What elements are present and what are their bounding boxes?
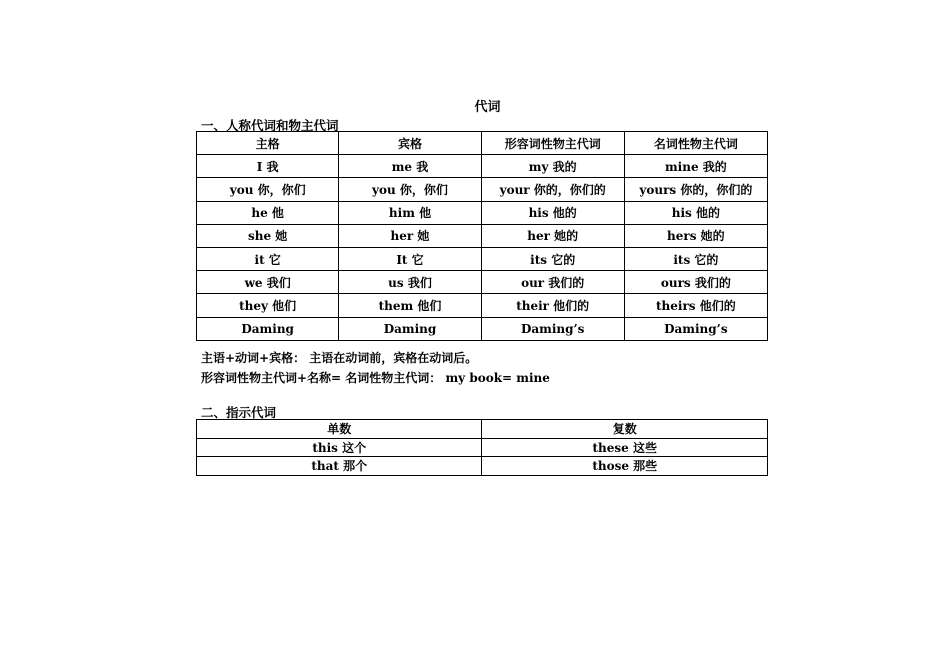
table-cell: yours 你的，你们的: [624, 178, 767, 201]
table-row: [197, 438, 768, 457]
header-cell: 单数: [197, 420, 482, 439]
personal-pronoun-table: [196, 131, 768, 341]
table-header-row: [197, 132, 768, 155]
table-cell: her 她的: [481, 224, 624, 247]
demonstrative-pronoun-table: [196, 419, 768, 476]
table-cell: you 你，你们: [339, 178, 481, 201]
table-row: [197, 247, 768, 270]
section-2-heading: 二、指示代词: [201, 405, 277, 420]
table-row: [197, 317, 768, 340]
table-cell: these 这些: [482, 438, 768, 457]
table-cell: Daming’s: [481, 317, 624, 340]
header-cell: 复数: [482, 420, 768, 439]
table-cell: mine 我的: [624, 155, 767, 178]
table-cell: this 这个: [197, 438, 482, 457]
page-title: 代词: [474, 100, 501, 115]
usage-note: 主语+动词+宾格： 主语在动词前，宾格在动词后。: [201, 351, 478, 365]
table-cell: theirs 他们的: [624, 294, 767, 317]
table-cell: it 它: [197, 247, 339, 270]
table-cell: It 它: [339, 247, 481, 270]
header-cell: 名词性物主代词: [624, 132, 767, 155]
table-cell: hers 她的: [624, 224, 767, 247]
table-row: [197, 178, 768, 201]
header-cell: 宾格: [339, 132, 481, 155]
table-row: [197, 224, 768, 247]
table-cell: she 她: [197, 224, 339, 247]
table-cell: they 他们: [197, 294, 339, 317]
table-row: [197, 457, 768, 476]
table-cell: their 他们的: [481, 294, 624, 317]
table-cell: us 我们: [339, 271, 481, 294]
table-row: [197, 201, 768, 224]
table-cell: those 那些: [482, 457, 768, 476]
table-cell: its 它的: [624, 247, 767, 270]
table-cell: me 我: [339, 155, 481, 178]
table-cell: his 他的: [481, 201, 624, 224]
section-1-heading: 一、人称代词和物主代词: [201, 118, 339, 133]
table-cell: my 我的: [481, 155, 624, 178]
table-cell: ours 我们的: [624, 271, 767, 294]
table-cell: he 他: [197, 201, 339, 224]
table-cell: Daming’s: [624, 317, 767, 340]
table-cell: your 你的，你们的: [481, 178, 624, 201]
table-cell: I 我: [197, 155, 339, 178]
header-cell: 主格: [197, 132, 339, 155]
table-cell: our 我们的: [481, 271, 624, 294]
table-row: [197, 271, 768, 294]
table-cell: its 它的: [481, 247, 624, 270]
table-cell: them 他们: [339, 294, 481, 317]
table-cell: Daming: [339, 317, 481, 340]
table-cell: her 她: [339, 224, 481, 247]
table-row: [197, 294, 768, 317]
table-cell: him 他: [339, 201, 481, 224]
usage-note: 形容词性物主代词+名称= 名词性物主代词： my book= mine: [201, 371, 550, 385]
header-cell: 形容词性物主代词: [481, 132, 624, 155]
table-cell: that 那个: [197, 457, 482, 476]
table-header-row: [197, 420, 768, 439]
table-cell: Daming: [197, 317, 339, 340]
table-cell: we 我们: [197, 271, 339, 294]
table-cell: his 他的: [624, 201, 767, 224]
table-row: [197, 155, 768, 178]
table-cell: you 你，你们: [197, 178, 339, 201]
